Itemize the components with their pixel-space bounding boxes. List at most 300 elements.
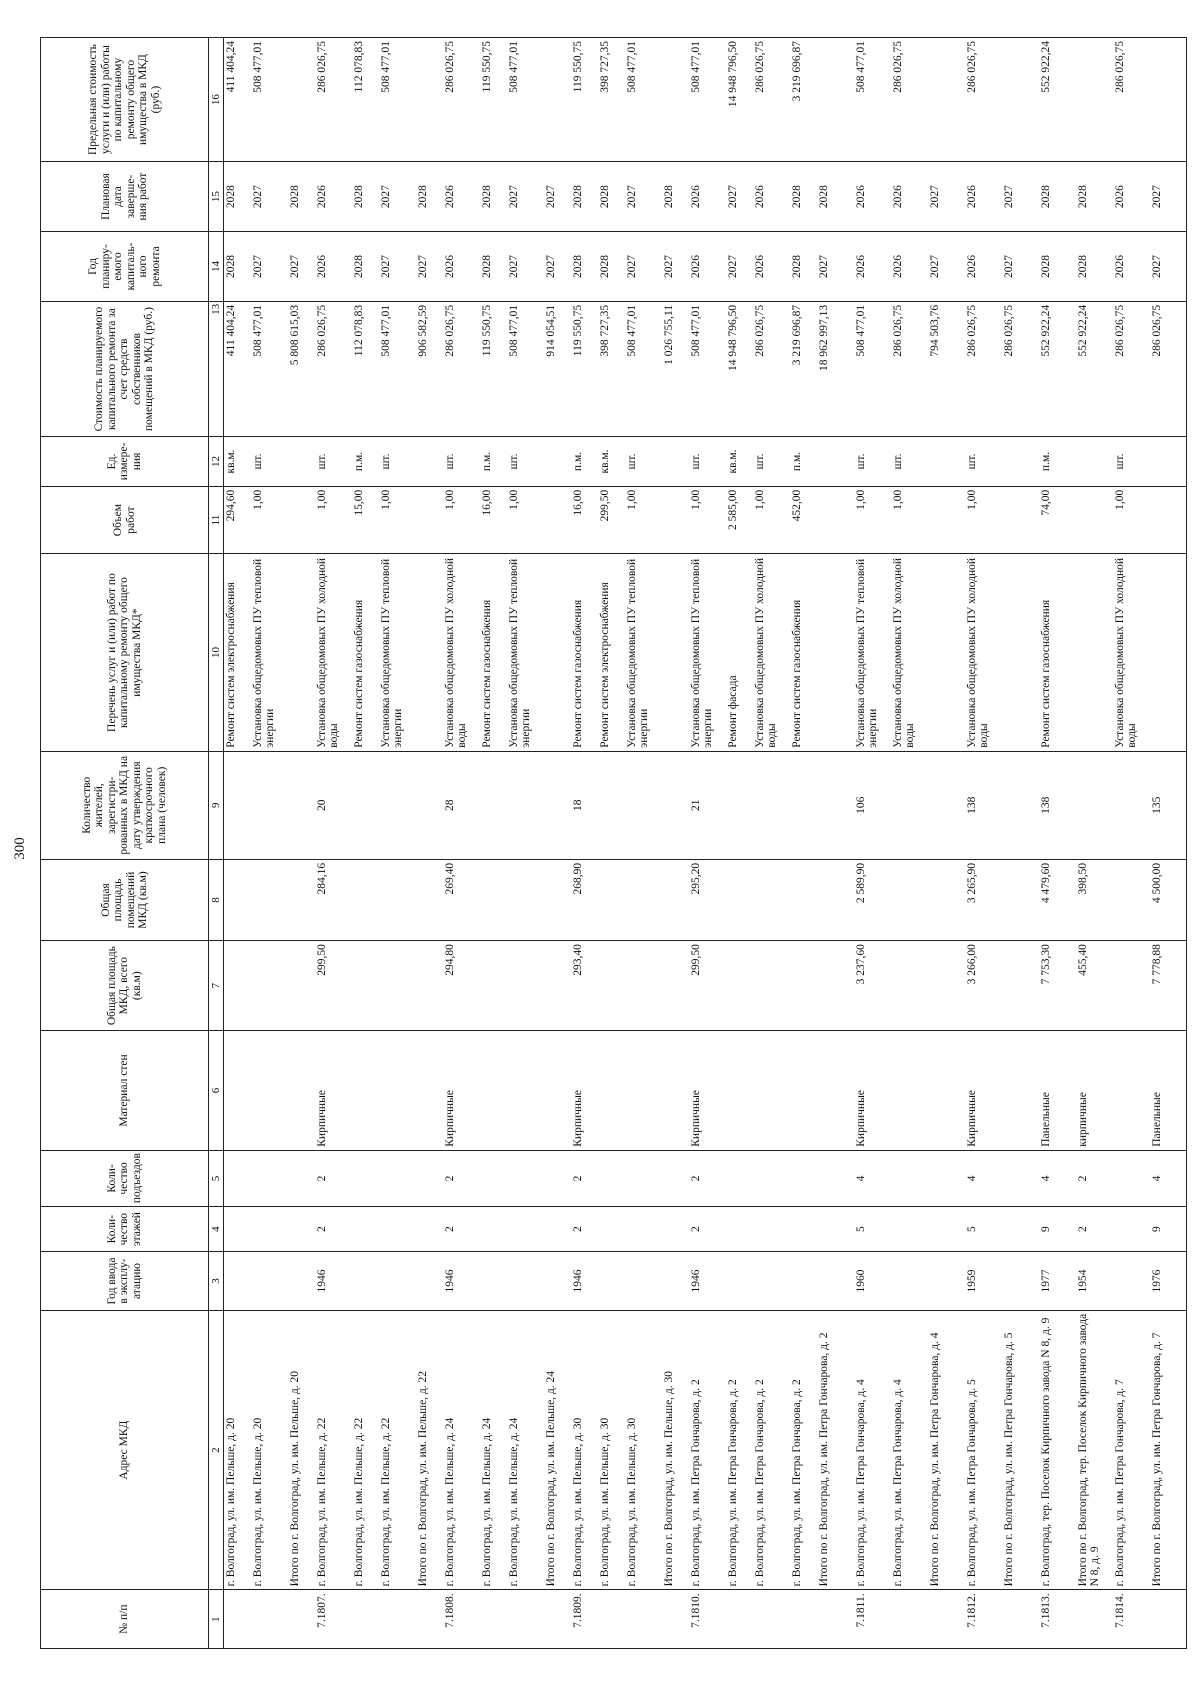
- unit-cell: п.м.: [571, 437, 598, 487]
- planned-year-cell: 2027: [817, 232, 854, 302]
- work-volume-cell: 1,00: [379, 486, 416, 554]
- year-built-cell: [1002, 1252, 1039, 1311]
- limit-cost-cell: 119 550,75: [480, 38, 507, 162]
- repair-cost-cell: 1 026 755,11: [662, 301, 689, 436]
- limit-cost-cell: 552 922,24: [1039, 38, 1076, 162]
- residents-cell: [598, 751, 625, 859]
- entrances-cell: [507, 1150, 544, 1206]
- total-area-cell: [1113, 941, 1150, 1031]
- unit-cell: п.м.: [1039, 437, 1076, 487]
- unit-cell: шт.: [965, 437, 1002, 487]
- year-built-cell: [507, 1252, 544, 1311]
- planned-year-cell: 2027: [251, 232, 288, 302]
- limit-cost-cell: 508 477,01: [625, 38, 662, 162]
- premises-area-cell: [928, 859, 965, 940]
- residents-cell: [251, 751, 288, 859]
- work-volume-cell: 452,00: [790, 486, 817, 554]
- work-list-cell: Установка общедомовых ПУ тепловой энергии: [625, 554, 662, 751]
- total-area-cell: [753, 941, 790, 1031]
- column-header: Общая площадь помещений МКД (кв.м): [41, 859, 209, 940]
- entrances-cell: 2: [1076, 1150, 1113, 1206]
- work-list-cell: Установка общедомовых ПУ тепловой энергии: [251, 554, 288, 751]
- premises-area-cell: [891, 859, 928, 940]
- row-number: [790, 1590, 817, 1649]
- total-area-cell: [891, 941, 928, 1031]
- unit-cell: шт.: [507, 437, 544, 487]
- year-built-cell: [753, 1252, 790, 1311]
- header-row: [41, 38, 209, 1649]
- wall-material-cell: Панельные: [1150, 1031, 1187, 1151]
- premises-area-cell: 2 589,90: [854, 859, 891, 940]
- entrances-cell: [790, 1150, 817, 1206]
- address-cell: Итого по г. Волгоград, ул. им. Петра Гончарова, д. 7: [1150, 1310, 1187, 1590]
- unit-cell: шт.: [443, 437, 480, 487]
- floors-cell: 2: [443, 1207, 480, 1252]
- entrances-cell: [352, 1150, 379, 1206]
- premises-area-cell: [726, 859, 753, 940]
- year-built-cell: [726, 1252, 753, 1311]
- table-row: [544, 38, 571, 1649]
- planned-year-cell: 2028: [790, 232, 817, 302]
- entrances-cell: [726, 1150, 753, 1206]
- year-built-cell: 1976: [1150, 1252, 1187, 1311]
- limit-cost-cell: 508 477,01: [379, 38, 416, 162]
- work-volume-cell: 1,00: [689, 486, 726, 554]
- completion-year-cell: 2028: [662, 162, 689, 232]
- row-number: [753, 1590, 790, 1649]
- year-built-cell: [790, 1252, 817, 1311]
- total-area-cell: [544, 941, 571, 1031]
- floors-cell: [928, 1207, 965, 1252]
- wall-material-cell: [288, 1031, 315, 1151]
- row-number: [352, 1590, 379, 1649]
- column-header: Перечень услуг и (или) работ по капитальному ремонту общего имущества МКД*: [41, 554, 209, 751]
- work-list-cell: [288, 554, 315, 751]
- limit-cost-cell: 286 026,75: [891, 38, 928, 162]
- table-row: [965, 38, 1002, 1649]
- address-cell: Итого по г. Волгоград, ул. им. Петра Гончарова, д. 2: [817, 1310, 854, 1590]
- entrances-cell: [753, 1150, 790, 1206]
- completion-year-cell: 2028: [571, 162, 598, 232]
- address-cell: г. Волгоград, ул. им. Пельше, д. 24: [443, 1310, 480, 1590]
- completion-year-cell: 2028: [224, 162, 251, 232]
- column-number: 15: [209, 162, 224, 232]
- entrances-cell: [1002, 1150, 1039, 1206]
- entrances-cell: [379, 1150, 416, 1206]
- year-built-cell: [544, 1252, 571, 1311]
- column-number: 11: [209, 486, 224, 554]
- limit-cost-cell: [817, 38, 854, 162]
- year-built-cell: [598, 1252, 625, 1311]
- work-volume-cell: 2 585,00: [726, 486, 753, 554]
- unit-cell: п.м.: [790, 437, 817, 487]
- residents-cell: 138: [1039, 751, 1076, 859]
- wall-material-cell: Панельные: [1039, 1031, 1076, 1151]
- planned-year-cell: 2027: [1002, 232, 1039, 302]
- completion-year-cell: 2027: [379, 162, 416, 232]
- page-number: 300: [12, 837, 28, 860]
- work-list-cell: Ремонт систем газоснабжения: [352, 554, 379, 751]
- row-number: [928, 1590, 965, 1649]
- row-number: [891, 1590, 928, 1649]
- table-row: [625, 38, 662, 1649]
- work-list-cell: Установка общедомовых ПУ холодной воды: [1113, 554, 1150, 751]
- limit-cost-cell: 286 026,75: [315, 38, 352, 162]
- completion-year-cell: 2026: [315, 162, 352, 232]
- work-volume-cell: 294,60: [224, 486, 251, 554]
- column-number: 9: [209, 751, 224, 859]
- table-row: [854, 38, 891, 1649]
- floors-cell: [251, 1207, 288, 1252]
- work-volume-cell: 299,50: [598, 486, 625, 554]
- limit-cost-cell: [416, 38, 443, 162]
- wall-material-cell: [379, 1031, 416, 1151]
- total-area-cell: [352, 941, 379, 1031]
- repair-cost-cell: 286 026,75: [315, 301, 352, 436]
- work-list-cell: Ремонт систем электроснабжения: [224, 554, 251, 751]
- total-area-cell: [726, 941, 753, 1031]
- residents-cell: [790, 751, 817, 859]
- completion-year-cell: 2026: [854, 162, 891, 232]
- work-list-cell: Установка общедомовых ПУ холодной воды: [443, 554, 480, 751]
- wall-material-cell: Кирпичные: [689, 1031, 726, 1151]
- year-built-cell: 1946: [443, 1252, 480, 1311]
- row-number: [598, 1590, 625, 1649]
- premises-area-cell: 398,50: [1076, 859, 1113, 940]
- column-number: 6: [209, 1031, 224, 1151]
- entrances-cell: [480, 1150, 507, 1206]
- entrances-cell: 4: [1039, 1150, 1076, 1206]
- planned-year-cell: 2027: [507, 232, 544, 302]
- work-volume-cell: 1,00: [625, 486, 662, 554]
- floors-cell: [224, 1207, 251, 1252]
- wall-material-cell: [598, 1031, 625, 1151]
- address-cell: г. Волгоград, ул. им. Петра Гончарова, д. 4: [854, 1310, 891, 1590]
- entrances-cell: 2: [315, 1150, 352, 1206]
- work-list-cell: Установка общедомовых ПУ тепловой энергии: [379, 554, 416, 751]
- completion-year-cell: 2026: [965, 162, 1002, 232]
- completion-year-cell: 2028: [1039, 162, 1076, 232]
- repair-cost-cell: 508 477,01: [625, 301, 662, 436]
- work-list-cell: Ремонт систем газоснабжения: [790, 554, 817, 751]
- repair-cost-cell: 5 808 615,03: [288, 301, 315, 436]
- completion-year-cell: 2026: [443, 162, 480, 232]
- address-cell: г. Волгоград, ул. им. Петра Гончарова, д. 5: [965, 1310, 1002, 1590]
- address-cell: г. Волгоград, ул. им. Пельше, д. 20: [251, 1310, 288, 1590]
- completion-year-cell: 2028: [790, 162, 817, 232]
- repair-cost-cell: 119 550,75: [571, 301, 598, 436]
- floors-cell: [416, 1207, 443, 1252]
- entrances-cell: [817, 1150, 854, 1206]
- floors-cell: [790, 1207, 817, 1252]
- residents-cell: [352, 751, 379, 859]
- work-volume-cell: [662, 486, 689, 554]
- column-number: 12: [209, 437, 224, 487]
- work-volume-cell: 1,00: [1113, 486, 1150, 554]
- total-area-cell: [1002, 941, 1039, 1031]
- total-area-cell: 299,50: [689, 941, 726, 1031]
- work-volume-cell: [1076, 486, 1113, 554]
- entrances-cell: [662, 1150, 689, 1206]
- unit-cell: [928, 437, 965, 487]
- year-built-cell: 1954: [1076, 1252, 1113, 1311]
- limit-cost-cell: [662, 38, 689, 162]
- work-volume-cell: [1150, 486, 1187, 554]
- wall-material-cell: [416, 1031, 443, 1151]
- floors-cell: [379, 1207, 416, 1252]
- limit-cost-cell: 508 477,01: [689, 38, 726, 162]
- column-header: Адрес МКД: [41, 1310, 209, 1590]
- planned-year-cell: 2026: [315, 232, 352, 302]
- work-list-cell: Ремонт фасада: [726, 554, 753, 751]
- planned-year-cell: 2027: [726, 232, 753, 302]
- planned-year-cell: 2028: [1076, 232, 1113, 302]
- total-area-cell: 294,80: [443, 941, 480, 1031]
- column-header: Стоимость планируемого капитального ремонта за счет средств собственников помещений в МКД (руб.): [41, 301, 209, 436]
- column-number: 16: [209, 38, 224, 162]
- year-built-cell: 1977: [1039, 1252, 1076, 1311]
- year-built-cell: [379, 1252, 416, 1311]
- row-number: [507, 1590, 544, 1649]
- row-number: [817, 1590, 854, 1649]
- table-row: [443, 38, 480, 1649]
- column-number-row: [209, 38, 224, 1649]
- address-cell: г. Волгоград, ул. им. Петра Гончарова, д. 2: [790, 1310, 817, 1590]
- total-area-cell: 7 778,88: [1150, 941, 1187, 1031]
- limit-cost-cell: 286 026,75: [753, 38, 790, 162]
- total-area-cell: [480, 941, 507, 1031]
- floors-cell: [817, 1207, 854, 1252]
- wall-material-cell: [1113, 1031, 1150, 1151]
- floors-cell: [625, 1207, 662, 1252]
- wall-material-cell: кирпичные: [1076, 1031, 1113, 1151]
- work-list-cell: [817, 554, 854, 751]
- planned-year-cell: 2028: [571, 232, 598, 302]
- completion-year-cell: 2027: [1002, 162, 1039, 232]
- repair-cost-cell: 794 503,76: [928, 301, 965, 436]
- work-list-cell: [416, 554, 443, 751]
- row-number: [1150, 1590, 1187, 1649]
- floors-cell: [352, 1207, 379, 1252]
- address-cell: Итого по г. Волгоград, ул. им. Петра Гончарова, д. 4: [928, 1310, 965, 1590]
- completion-year-cell: 2028: [1076, 162, 1113, 232]
- completion-year-cell: 2027: [507, 162, 544, 232]
- year-built-cell: [480, 1252, 507, 1311]
- entrances-cell: [1113, 1150, 1150, 1206]
- floors-cell: 2: [689, 1207, 726, 1252]
- planned-year-cell: 2028: [480, 232, 507, 302]
- planned-year-cell: 2026: [1113, 232, 1150, 302]
- total-area-cell: [288, 941, 315, 1031]
- unit-cell: шт.: [379, 437, 416, 487]
- premises-area-cell: [753, 859, 790, 940]
- work-volume-cell: 1,00: [315, 486, 352, 554]
- completion-year-cell: 2028: [817, 162, 854, 232]
- floors-cell: 2: [315, 1207, 352, 1252]
- limit-cost-cell: 286 026,75: [443, 38, 480, 162]
- work-list-cell: [1076, 554, 1113, 751]
- residents-cell: [379, 751, 416, 859]
- repair-cost-cell: 119 550,75: [480, 301, 507, 436]
- column-header: Ед. измере- ния: [41, 437, 209, 487]
- limit-cost-cell: 508 477,01: [507, 38, 544, 162]
- year-built-cell: 1946: [571, 1252, 598, 1311]
- column-number: 3: [209, 1252, 224, 1311]
- row-number: 7.1809.: [571, 1590, 598, 1649]
- planned-year-cell: 2027: [416, 232, 443, 302]
- unit-cell: п.м.: [480, 437, 507, 487]
- work-list-cell: Установка общедомовых ПУ холодной воды: [753, 554, 790, 751]
- premises-area-cell: [817, 859, 854, 940]
- address-cell: г. Волгоград, ул. им. Пельше, д. 30: [625, 1310, 662, 1590]
- table-row: [891, 38, 928, 1649]
- table-row: [1002, 38, 1039, 1649]
- work-list-cell: Установка общедомовых ПУ холодной воды: [965, 554, 1002, 751]
- repair-cost-cell: 112 078,83: [352, 301, 379, 436]
- work-volume-cell: [416, 486, 443, 554]
- wall-material-cell: [480, 1031, 507, 1151]
- table-row: [416, 38, 443, 1649]
- limit-cost-cell: [1076, 38, 1113, 162]
- limit-cost-cell: [288, 38, 315, 162]
- planned-year-cell: 2028: [224, 232, 251, 302]
- column-header: Объем работ: [41, 486, 209, 554]
- unit-cell: [817, 437, 854, 487]
- residents-cell: 18: [571, 751, 598, 859]
- unit-cell: шт.: [1113, 437, 1150, 487]
- unit-cell: кв.м.: [224, 437, 251, 487]
- entrances-cell: 4: [854, 1150, 891, 1206]
- column-header: Год планиру- емого капиталь- ного ремонта: [41, 232, 209, 302]
- floors-cell: [753, 1207, 790, 1252]
- entrances-cell: [928, 1150, 965, 1206]
- unit-cell: шт.: [689, 437, 726, 487]
- work-list-cell: Ремонт систем газоснабжения: [571, 554, 598, 751]
- planned-year-cell: 2027: [1150, 232, 1187, 302]
- premises-area-cell: [1113, 859, 1150, 940]
- unit-cell: [544, 437, 571, 487]
- wall-material-cell: [753, 1031, 790, 1151]
- residents-cell: [726, 751, 753, 859]
- residents-cell: [928, 751, 965, 859]
- entrances-cell: [544, 1150, 571, 1206]
- residents-cell: [480, 751, 507, 859]
- table-row: [753, 38, 790, 1649]
- row-number: [251, 1590, 288, 1649]
- wall-material-cell: Кирпичные: [315, 1031, 352, 1151]
- repair-cost-cell: 508 477,01: [379, 301, 416, 436]
- row-number: 7.1813.: [1039, 1590, 1076, 1649]
- unit-cell: [1150, 437, 1187, 487]
- entrances-cell: 4: [1150, 1150, 1187, 1206]
- work-list-cell: Установка общедомовых ПУ холодной воды: [891, 554, 928, 751]
- premises-area-cell: [480, 859, 507, 940]
- limit-cost-cell: 286 026,75: [1113, 38, 1150, 162]
- work-volume-cell: 16,00: [480, 486, 507, 554]
- entrances-cell: [416, 1150, 443, 1206]
- unit-cell: шт.: [251, 437, 288, 487]
- work-volume-cell: 16,00: [571, 486, 598, 554]
- address-cell: Итого по г. Волгоград, ул. им. Пельше, д. 24: [544, 1310, 571, 1590]
- year-built-cell: [662, 1252, 689, 1311]
- work-list-cell: Установка общедомовых ПУ холодной воды: [315, 554, 352, 751]
- unit-cell: [416, 437, 443, 487]
- planned-year-cell: 2026: [689, 232, 726, 302]
- planned-year-cell: 2027: [379, 232, 416, 302]
- work-volume-cell: [928, 486, 965, 554]
- table-row: [598, 38, 625, 1649]
- address-cell: г. Волгоград, ул. им. Пельше, д. 22: [315, 1310, 352, 1590]
- premises-area-cell: [224, 859, 251, 940]
- total-area-cell: 3 237,60: [854, 941, 891, 1031]
- residents-cell: [1002, 751, 1039, 859]
- total-area-cell: [662, 941, 689, 1031]
- residents-cell: [224, 751, 251, 859]
- floors-cell: 9: [1039, 1207, 1076, 1252]
- repair-cost-cell: 14 948 796,50: [726, 301, 753, 436]
- wall-material-cell: [625, 1031, 662, 1151]
- repair-cost-cell: 286 026,75: [1150, 301, 1187, 436]
- completion-year-cell: 2026: [753, 162, 790, 232]
- table-row: [379, 38, 416, 1649]
- column-header: Год ввода в эксплу- атацию: [41, 1252, 209, 1311]
- premises-area-cell: [352, 859, 379, 940]
- completion-year-cell: 2027: [1150, 162, 1187, 232]
- unit-cell: [1002, 437, 1039, 487]
- entrances-cell: 2: [571, 1150, 598, 1206]
- year-built-cell: 1946: [689, 1252, 726, 1311]
- residents-cell: [817, 751, 854, 859]
- completion-year-cell: 2028: [352, 162, 379, 232]
- planned-year-cell: 2027: [662, 232, 689, 302]
- work-volume-cell: [288, 486, 315, 554]
- table-row: [251, 38, 288, 1649]
- total-area-cell: [790, 941, 817, 1031]
- year-built-cell: [224, 1252, 251, 1311]
- repair-cost-cell: 3 219 696,87: [790, 301, 817, 436]
- table-row: [790, 38, 817, 1649]
- year-built-cell: 1959: [965, 1252, 1002, 1311]
- entrances-cell: [288, 1150, 315, 1206]
- repair-plan-table: [40, 37, 1187, 1649]
- column-header: Материал стен: [41, 1031, 209, 1151]
- column-number: 14: [209, 232, 224, 302]
- year-built-cell: [352, 1252, 379, 1311]
- table-row: [571, 38, 598, 1649]
- column-number: 13: [209, 301, 224, 436]
- wall-material-cell: [662, 1031, 689, 1151]
- premises-area-cell: [251, 859, 288, 940]
- total-area-cell: 7 753,30: [1039, 941, 1076, 1031]
- total-area-cell: [416, 941, 443, 1031]
- address-cell: г. Волгоград, ул. им. Пельше, д. 24: [507, 1310, 544, 1590]
- limit-cost-cell: 508 477,01: [854, 38, 891, 162]
- completion-year-cell: 2027: [625, 162, 662, 232]
- residents-cell: 106: [854, 751, 891, 859]
- repair-cost-cell: 286 026,75: [891, 301, 928, 436]
- row-number: [379, 1590, 416, 1649]
- row-number: 7.1812.: [965, 1590, 1002, 1649]
- premises-area-cell: [790, 859, 817, 940]
- floors-cell: [1002, 1207, 1039, 1252]
- premises-area-cell: 284,16: [315, 859, 352, 940]
- table-row: [507, 38, 544, 1649]
- address-cell: Итого по г. Волгоград, тер. Поселок Кирпичного завода N 8, д. 9: [1076, 1310, 1113, 1590]
- work-volume-cell: 74,00: [1039, 486, 1076, 554]
- year-built-cell: [625, 1252, 662, 1311]
- total-area-cell: 3 266,00: [965, 941, 1002, 1031]
- address-cell: г. Волгоград, ул. им. Пельше, д. 30: [571, 1310, 598, 1590]
